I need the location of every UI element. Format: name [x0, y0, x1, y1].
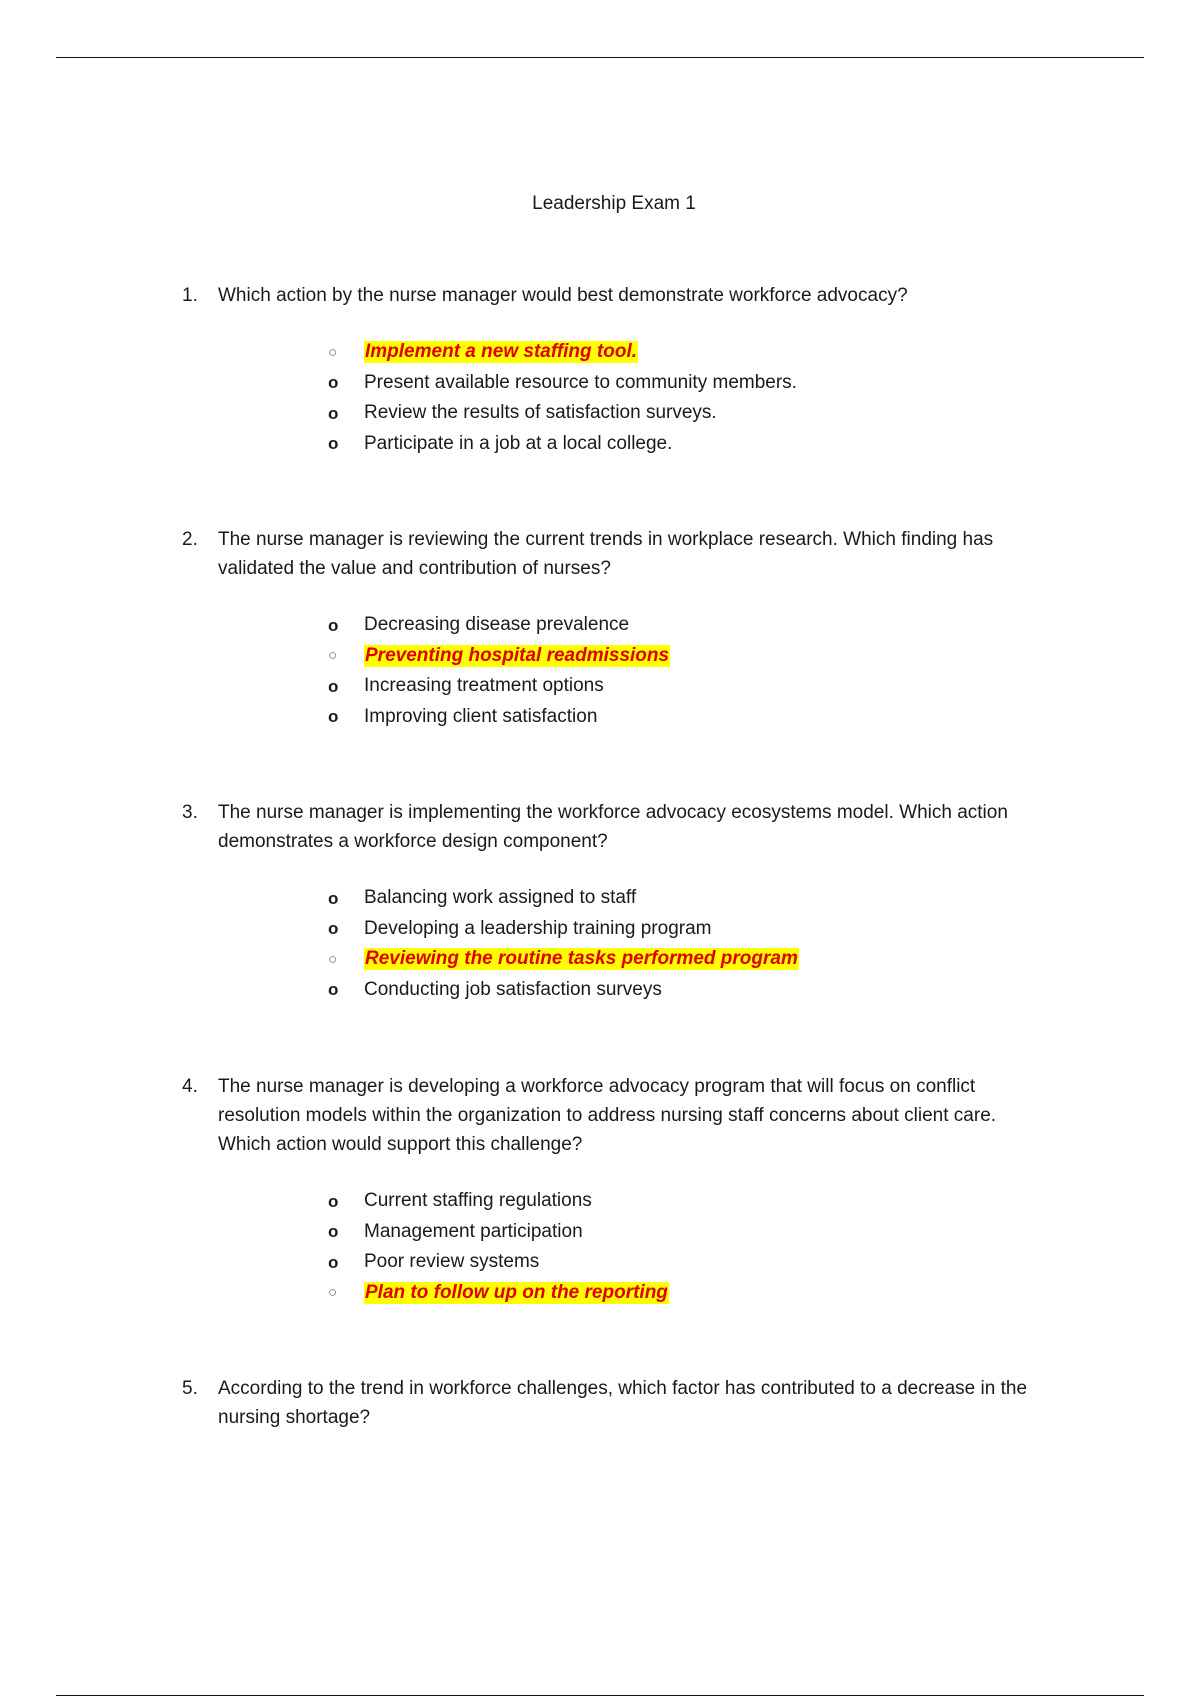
answer-option — [328, 1278, 1042, 1309]
answer-options — [328, 337, 1042, 459]
answer-option — [328, 702, 1042, 733]
answer-text: Review the results of satisfaction surveys. — [364, 402, 717, 424]
answer-text: Management participation — [364, 1220, 583, 1242]
answer-text: Poor review systems — [364, 1251, 540, 1273]
circle-bullet-icon: o — [328, 1222, 339, 1242]
answer-text: Decreasing disease prevalence — [364, 614, 630, 636]
answer-option — [328, 337, 1042, 368]
circle-bullet-icon: o — [328, 980, 339, 1000]
question-text: The nurse manager is reviewing the current trends in workplace research. Which finding has validated the value and contribution of nurses? — [218, 529, 994, 579]
question-number: 1. — [182, 285, 198, 306]
answer-option — [328, 883, 1042, 914]
circle-bullet-icon: o — [328, 707, 339, 727]
answer-option — [328, 641, 1042, 672]
question-text: Which action by the nurse manager would best demonstrate workforce advocacy? — [218, 285, 908, 306]
circle-bullet-icon: o — [328, 373, 339, 393]
question-number: 2. — [182, 529, 198, 550]
hollow-circle-bullet-icon: ○ — [328, 950, 338, 968]
answer-text: Developing a leadership training program — [364, 917, 712, 939]
answer-option — [328, 914, 1042, 945]
footer-rule — [56, 1695, 1144, 1696]
question-number: 3. — [182, 802, 198, 823]
answer-option — [328, 1186, 1042, 1217]
answer-option — [328, 671, 1042, 702]
circle-bullet-icon: o — [328, 919, 339, 939]
answer-options — [328, 883, 1042, 1005]
document-title: Leadership Exam 1 — [532, 193, 696, 214]
answer-text: Participate in a job at a local college. — [364, 432, 673, 454]
question-2 — [182, 525, 1042, 732]
question-5 — [182, 1374, 1042, 1432]
question-number: 5. — [182, 1378, 198, 1399]
answer-text: Improving client satisfaction — [364, 705, 598, 727]
answer-option — [328, 368, 1042, 399]
correct-answer-highlight: Preventing hospital readmissions — [365, 644, 670, 666]
question-text: The nurse manager is implementing the workforce advocacy ecosystems model. Which action demonstrates a workforce design component? — [218, 802, 1008, 852]
answer-text: Increasing treatment options — [364, 675, 604, 697]
question-text: According to the trend in workforce challenges, which factor has contributed to a decrease in the nursing shortage? — [218, 1378, 1028, 1428]
answer-options — [328, 1186, 1042, 1308]
answer-options — [328, 610, 1042, 732]
hollow-circle-bullet-icon: ○ — [328, 1284, 338, 1302]
question-number: 4. — [182, 1076, 198, 1097]
header-rule — [56, 57, 1144, 58]
circle-bullet-icon: o — [328, 615, 339, 635]
hollow-circle-bullet-icon: ○ — [328, 343, 338, 361]
answer-text: Present available resource to community members. — [364, 371, 797, 393]
correct-answer-highlight: Implement a new staffing tool. — [365, 341, 638, 363]
question-3 — [182, 798, 1042, 1005]
answer-option — [328, 610, 1042, 641]
circle-bullet-icon: o — [328, 1191, 339, 1211]
answer-option — [328, 1247, 1042, 1278]
answer-option — [328, 975, 1042, 1006]
hollow-circle-bullet-icon: ○ — [328, 647, 338, 665]
circle-bullet-icon: o — [328, 434, 339, 454]
circle-bullet-icon: o — [328, 676, 339, 696]
answer-option — [328, 398, 1042, 429]
circle-bullet-icon: o — [328, 888, 339, 908]
answer-text: Current staffing regulations — [364, 1190, 592, 1212]
question-1 — [182, 281, 1042, 459]
circle-bullet-icon: o — [328, 1252, 339, 1272]
correct-answer-highlight: Plan to follow up on the reporting — [365, 1281, 668, 1303]
answer-option — [328, 944, 1042, 975]
answer-option — [328, 1217, 1042, 1248]
circle-bullet-icon: o — [328, 403, 339, 423]
answer-text: Conducting job satisfaction surveys — [364, 978, 662, 1000]
answer-text: Balancing work assigned to staff — [364, 887, 637, 909]
question-text: The nurse manager is developing a workforce advocacy program that will focus on conflict resolution models within the organization to address nursing staff concerns about client care. Which action would support this challenge? — [218, 1076, 997, 1155]
correct-answer-highlight: Reviewing the routine tasks performed program — [365, 948, 798, 970]
answer-option — [328, 429, 1042, 460]
question-4 — [182, 1072, 1042, 1308]
